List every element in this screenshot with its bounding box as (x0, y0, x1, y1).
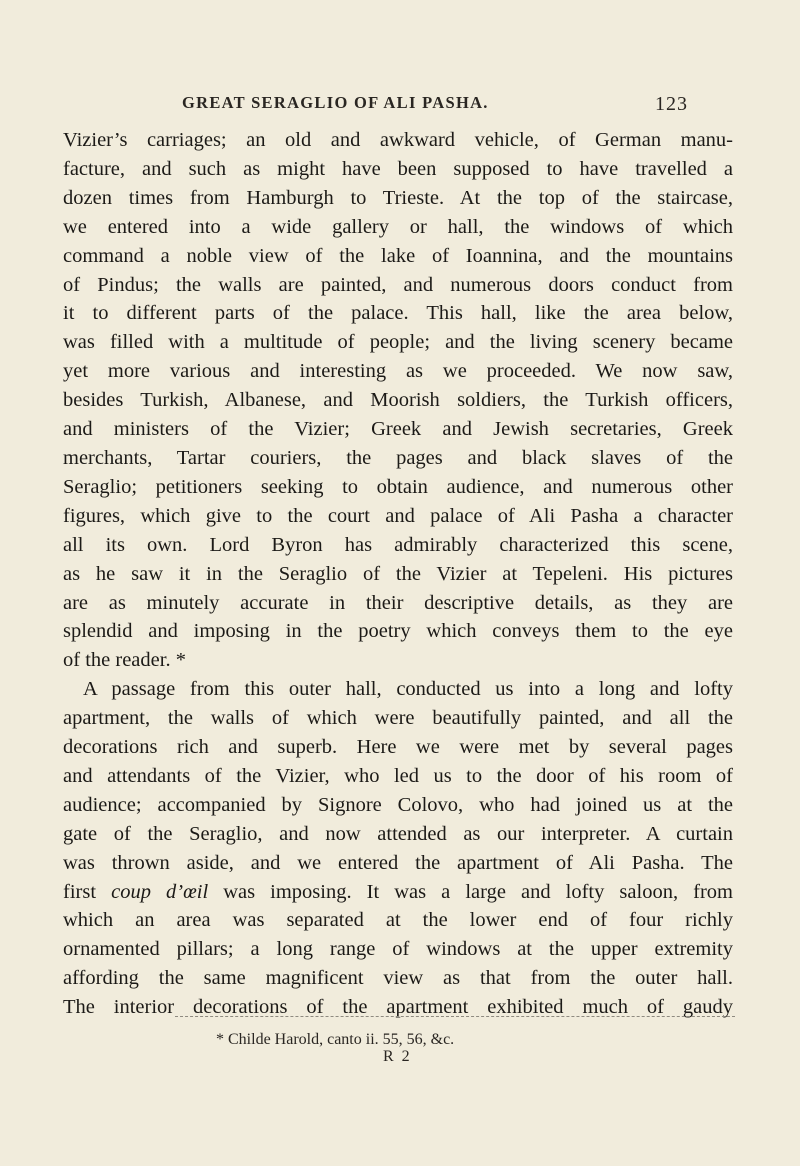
text-line-paragraph-start: A passage from this outer hall, conducted us into a long and lofty (83, 678, 733, 701)
text-line: was thrown aside, and we entered the apartment of Ali Pasha. The (63, 851, 733, 874)
text-line: The interior decorations of the apartment exhibited much of gaudy (63, 996, 733, 1019)
footnote-divider (175, 1016, 735, 1017)
signature-mark: R 2 (383, 1048, 412, 1065)
text-line: dozen times from Hamburgh to Trieste. At the top of the staircase, (63, 186, 733, 209)
text-line: besides Turkish, Albanese, and Moorish soldiers, the Turkish officers, (63, 389, 733, 412)
text-line: of Pindus; the walls are painted, and numerous doors conduct from (63, 273, 733, 296)
text-line: all its own. Lord Byron has admirably characterized this scene, (63, 533, 733, 556)
text-line: splendid and imposing in the poetry which conveys them to the eye (63, 620, 733, 643)
footnote: * Childe Harold, canto ii. 55, 56, &c. (216, 1031, 455, 1048)
text-line: are as minutely accurate in their descriptive details, as they are (63, 591, 733, 614)
text-line: and ministers of the Vizier; Greek and Jewish secretaries, Greek (63, 418, 733, 441)
text-line: merchants, Tartar couriers, the pages and black slaves of the (63, 446, 733, 469)
text-line: facture, and such as might have been supposed to have travelled a (63, 157, 733, 180)
text-line: and attendants of the Vizier, who led us to the door of his room of (63, 764, 733, 787)
text-line: apartment, the walls of which were beautifully painted, and all the (63, 707, 733, 730)
text-line-with-italic (63, 878, 733, 907)
text-fragment: was imposing. It was a large and lofty saloon, from (208, 880, 733, 903)
page-number: 123 (655, 93, 688, 115)
text-line-paragraph-end: of the reader. * (63, 649, 186, 672)
text-line: gate of the Seraglio, and now attended as our interpreter. A curtain (63, 822, 733, 845)
running-title: GREAT SERAGLIO OF ALI PASHA. (182, 93, 489, 112)
text-line: it to different parts of the palace. This hall, like the area below, (63, 302, 733, 325)
text-line: ornamented pillars; a long range of windows at the upper extremity (63, 938, 733, 961)
text-line: audience; accompanied by Signore Colovo, who had joined us at the (63, 793, 733, 816)
text-line: was filled with a multitude of people; and the living scenery became (63, 331, 733, 354)
text-line: we entered into a wide gallery or hall, the windows of which (63, 215, 733, 238)
text-line: command a noble view of the lake of Ioannina, and the mountains (63, 244, 733, 267)
text-line: which an area was separated at the lower end of four richly (63, 909, 733, 932)
text-line: yet more various and interesting as we proceeded. We now saw, (63, 360, 733, 383)
text-line: Seraglio; petitioners seeking to obtain audience, and numerous other (63, 475, 733, 498)
italic-phrase: coup d’œil (111, 880, 209, 903)
text-fragment: first (63, 880, 112, 903)
text-line: figures, which give to the court and palace of Ali Pasha a character (63, 504, 733, 527)
text-line: affording the same magnificent view as that from the outer hall. (63, 967, 733, 990)
body-text (63, 126, 733, 1022)
text-line: as he saw it in the Seraglio of the Vizier at Tepeleni. His pictures (63, 562, 733, 585)
text-line: decorations rich and superb. Here we were met by several pages (63, 736, 733, 759)
text-line: Vizier’s carriages; an old and awkward vehicle, of German manu- (63, 129, 733, 151)
